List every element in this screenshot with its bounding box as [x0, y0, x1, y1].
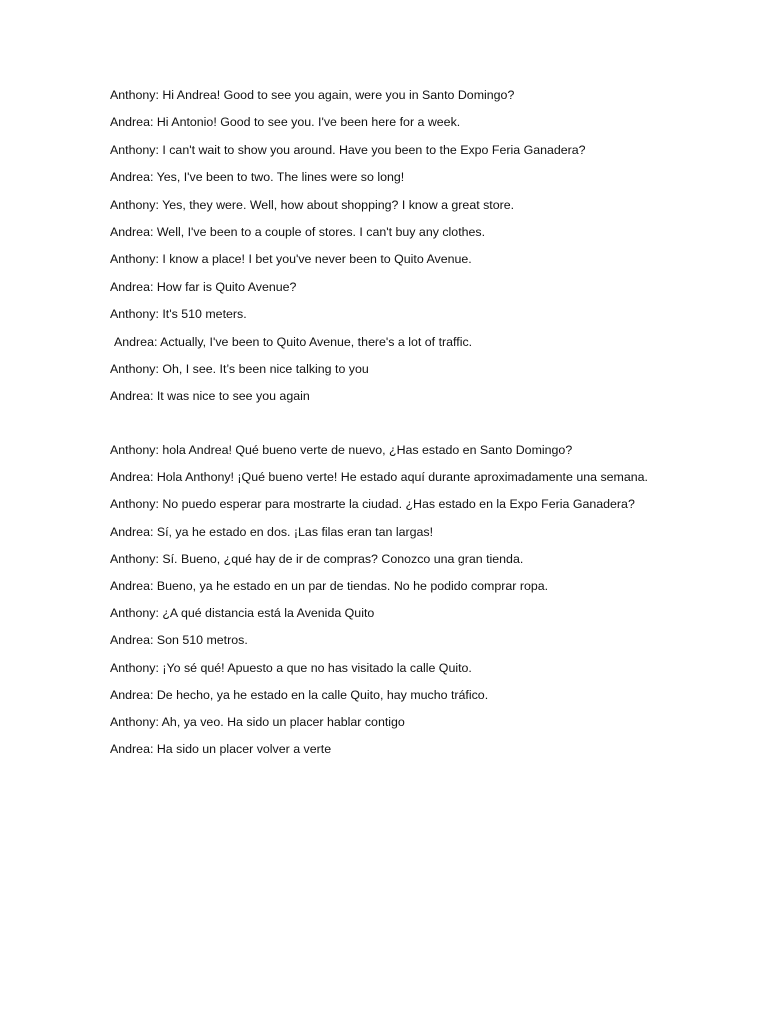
- dialogue-line: Andrea: Hi Antonio! Good to see you. I've been here for a week.: [110, 115, 461, 130]
- dialogue-line: Andrea: Actually, I've been to Quito Avenue, there's a lot of traffic.: [114, 334, 473, 349]
- dialogue-line: Anthony: Oh, I see. It’s been nice talking to you: [110, 361, 369, 376]
- dialogue-line: Anthony: I can't wait to show you around. Have you been to the Expo Feria Ganadera?: [110, 142, 586, 157]
- dialogue-line: Anthony: hola Andrea! Qué bueno verte de nuevo, ¿Has estado en Santo Domingo?: [110, 443, 573, 457]
- dialogue-line: Andrea: Bueno, ya he estado en un par de tiendas. No he podido comprar ropa.: [110, 578, 549, 593]
- dialogue-line: Anthony: ¡Yo sé qué! Apuesto a que no has visitado la calle Quito.: [110, 660, 472, 675]
- dialogue-line: Anthony: Hi Andrea! Good to see you again, were you in Santo Domingo?: [110, 88, 515, 102]
- dialogue-line: Anthony: Ah, ya veo. Ha sido un placer hablar contigo: [110, 714, 405, 729]
- dialogue-line: Anthony: No puedo esperar para mostrarte la ciudad. ¿Has estado en la Expo Feria Ganadera?: [110, 497, 635, 512]
- english-dialogue: [110, 86, 670, 415]
- dialogue-line: Andrea: Ha sido un placer volver a verte: [110, 742, 332, 757]
- dialogue-line: Anthony: Yes, they were. Well, how about shopping? I know a great store.: [110, 197, 515, 212]
- dialogue-line: Anthony: Sí. Bueno, ¿qué hay de ir de compras? Conozco una gran tienda.: [110, 551, 524, 566]
- dialogue-line: Anthony: ¿A qué distancia está la Avenida Quito: [110, 606, 375, 621]
- dialogue-line: Andrea: It was nice to see you again: [110, 389, 310, 404]
- dialogue-line: Andrea: Hola Anthony! ¡Qué bueno verte! He estado aquí durante aproximadamente una semana.: [110, 470, 648, 485]
- dialogue-line: Andrea: Yes, I've been to two. The lines were so long!: [110, 170, 405, 185]
- dialogue-line: Andrea: How far is Quito Avenue?: [110, 279, 297, 294]
- dialogue-line: Anthony: It's 510 meters.: [110, 307, 247, 322]
- dialogue-line: Andrea: Sí, ya he estado en dos. ¡Las filas eran tan largas!: [110, 524, 434, 539]
- dialogue-line: Andrea: Well, I've been to a couple of stores. I can't buy any clothes.: [110, 224, 486, 239]
- dialogue-line: Andrea: Son 510 metros.: [110, 633, 248, 648]
- dialogue-line: Andrea: De hecho, ya he estado en la calle Quito, hay mucho tráfico.: [110, 687, 489, 702]
- dialogue-line: Anthony: I know a place! I bet you've never been to Quito Avenue.: [110, 252, 472, 267]
- spanish-dialogue: [110, 441, 670, 767]
